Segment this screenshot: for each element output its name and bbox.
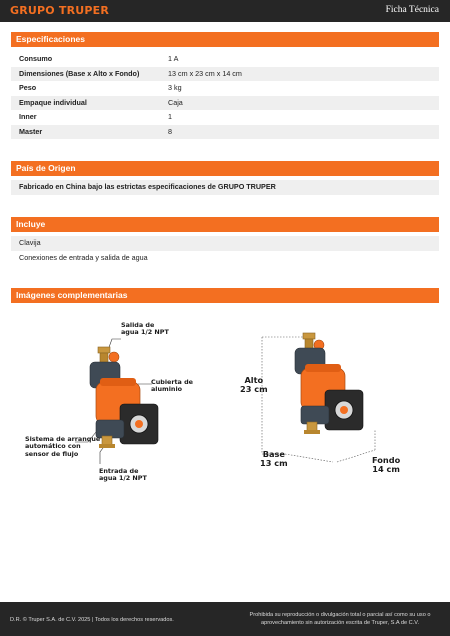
- pump-image-features: [0, 312, 225, 492]
- spec-value: 3 kg: [168, 83, 182, 92]
- callout-cubierta: [151, 379, 193, 394]
- dimension-label: Fondo: [372, 455, 401, 465]
- dimension-base: [260, 450, 288, 468]
- dimension-label: Alto: [244, 375, 264, 385]
- spec-label: Consumo: [19, 54, 53, 63]
- callout-salida: [121, 322, 169, 337]
- spec-value: 1 A: [168, 54, 179, 63]
- section-header-incluye: Incluye: [11, 217, 439, 232]
- document-type: Ficha Técnica: [385, 5, 439, 15]
- product-images: [0, 312, 450, 492]
- header-bar: [0, 0, 450, 22]
- callout-line: agua 1/2 NPT: [121, 328, 169, 337]
- footer-disclaimer: [240, 612, 440, 627]
- spec-row: [11, 110, 439, 125]
- spec-value: 8: [168, 126, 172, 136]
- footer-bar: [0, 602, 450, 636]
- section-header-pais-origen: País de Origen: [11, 161, 439, 176]
- dimension-value: 23 cm: [240, 384, 268, 395]
- spec-row: [11, 67, 439, 82]
- callout-entrada: [99, 468, 147, 483]
- dimension-alto: [240, 376, 268, 394]
- callout-line: Cubierta de: [151, 378, 193, 386]
- spec-label: Master: [19, 126, 43, 136]
- spec-row: [11, 96, 439, 111]
- section-header-imagenes: Imágenes complementarias: [11, 288, 439, 303]
- spec-row: [11, 125, 439, 140]
- callout-line: Salida de: [121, 321, 155, 329]
- included-item: [11, 251, 439, 266]
- spec-label: Inner: [19, 112, 37, 121]
- footer-disclaimer-line: aprovechamiento sin autorización escrita de Truper, S.A de C.V.: [260, 619, 420, 626]
- brand-logo: GRUPO TRUPER: [10, 4, 110, 17]
- spec-value: Caja: [168, 97, 183, 107]
- spec-row: [11, 81, 439, 96]
- footer-disclaimer-line: Prohibida su reproducción o divulgación total o parcial así como su uso o: [249, 612, 431, 618]
- spec-row: [11, 52, 439, 67]
- included-item-label: Clavija: [19, 238, 41, 247]
- spec-label: Dimensiones (Base x Alto x Fondo): [19, 68, 140, 78]
- pump-image-dimensions: [225, 312, 450, 492]
- spec-value: 13 cm x 23 cm x 14 cm: [168, 68, 242, 78]
- spec-value: 1: [168, 112, 172, 121]
- included-item-label: Conexiones de entrada y salida de agua: [19, 253, 148, 262]
- dimension-label: Base: [262, 449, 285, 459]
- origin-row: [11, 180, 439, 195]
- origin-text: Fabricado en China bajo las estrictas especificaciones de GRUPO TRUPER: [19, 182, 276, 191]
- callout-line: Entrada de: [99, 467, 139, 475]
- callout-line: automático con: [25, 442, 81, 451]
- callout-sistema: [25, 436, 100, 458]
- dimension-value: 13 cm: [260, 458, 288, 469]
- callout-line: sensor de flujo: [25, 449, 79, 458]
- included-item: [11, 236, 439, 251]
- callout-line: agua 1/2 NPT: [99, 474, 147, 483]
- spec-label: Peso: [19, 83, 37, 92]
- callout-line: aluminio: [151, 385, 183, 394]
- section-header-especificaciones: Especificaciones: [11, 32, 439, 47]
- spec-label: Empaque individual: [19, 97, 87, 107]
- callout-line: Sistema de arranque: [25, 435, 101, 443]
- dimension-fondo: [372, 456, 400, 474]
- footer-copyright: D.R. © Truper S.A. de C.V. 2025 | Todos los derechos reservados.: [10, 617, 174, 623]
- dimension-value: 14 cm: [372, 464, 400, 475]
